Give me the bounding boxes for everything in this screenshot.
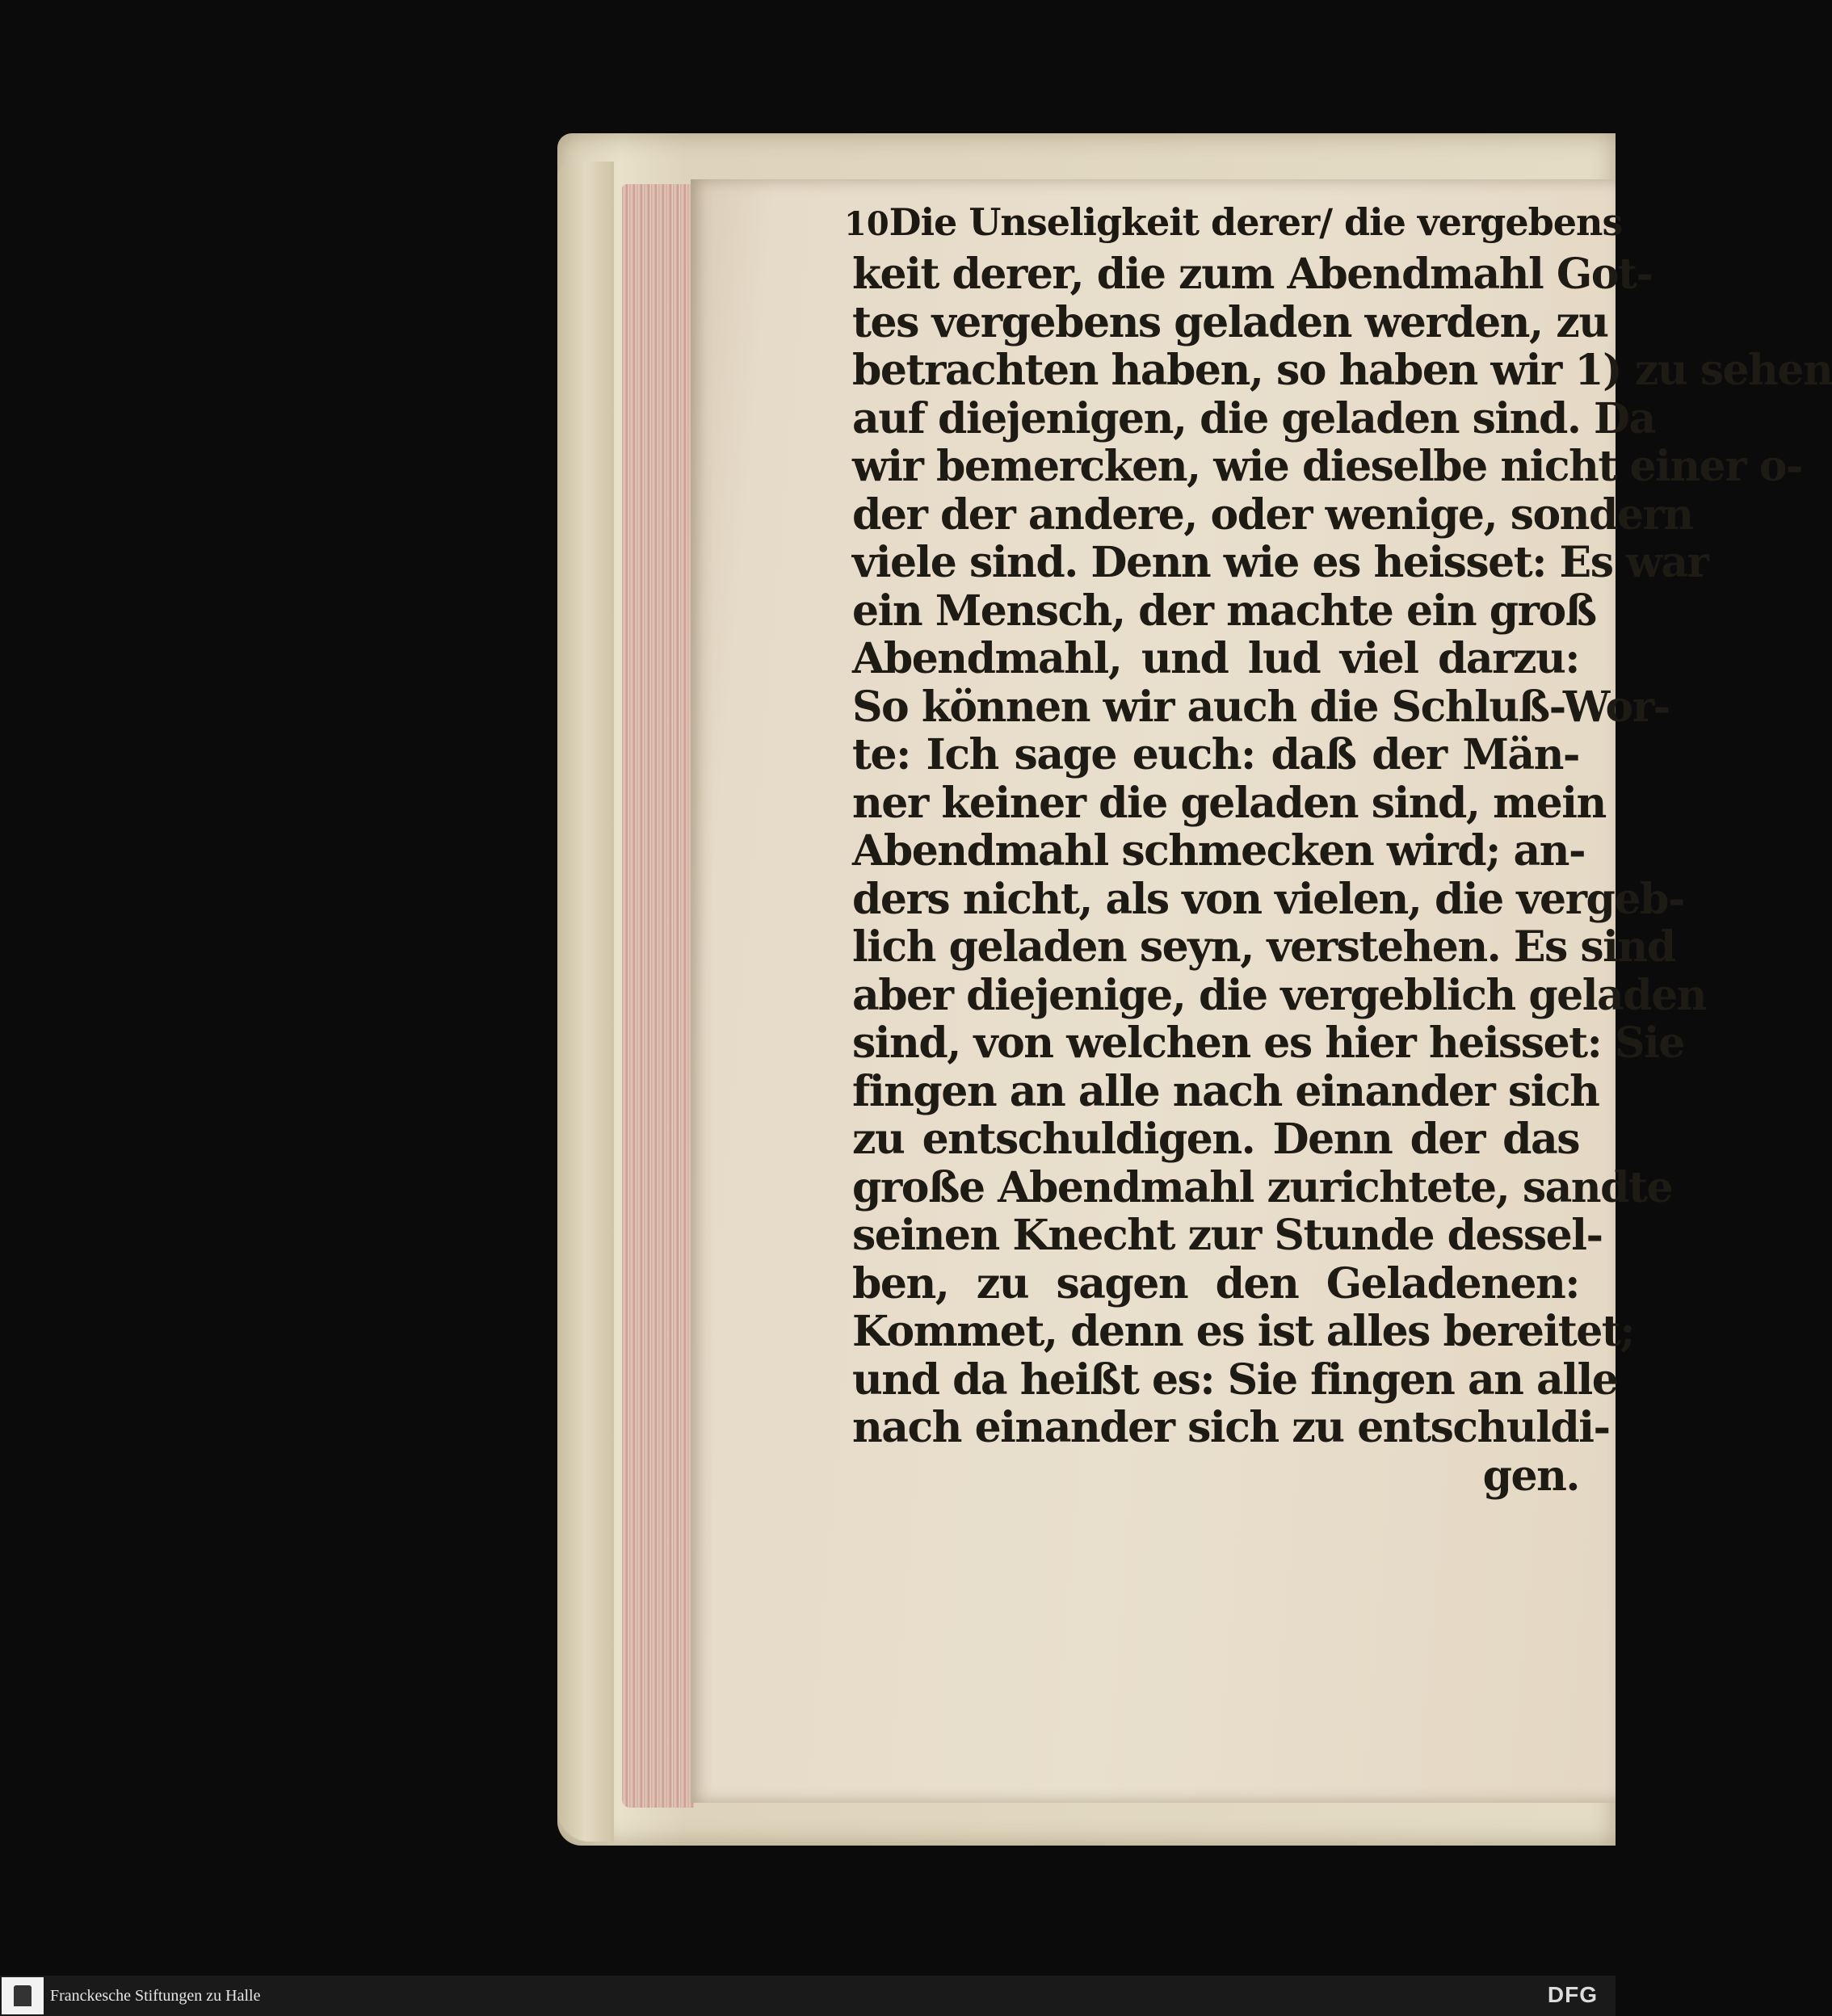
text-line: lich geladen seyn, verstehen. Es sind — [852, 922, 1675, 972]
text-line: sind, von welchen es hier heisset: Sie — [852, 1018, 1684, 1068]
dfg-logo: DFG — [1547, 1982, 1598, 2007]
text-line: ner keiner die geladen sind, mein — [852, 778, 1606, 828]
text-line: ben, zu sagen den Geladenen: — [852, 1258, 1579, 1308]
catchword: gen. — [1482, 1451, 1579, 1501]
text-line: keit derer, die zum Abendmahl Got- — [852, 250, 1653, 299]
institution-label: Franckesche Stiftungen zu Halle — [50, 1986, 261, 2005]
viewer-footer — [0, 1976, 1616, 2016]
text-line: te: Ich sage euch: daß der Män- — [852, 730, 1579, 779]
text-line: große Abendmahl zurichtete, sandte — [852, 1162, 1673, 1212]
book-spine — [557, 162, 614, 1842]
text-line: viele sind. Denn wie es heisset: Es war — [852, 538, 1708, 587]
text-line: ders nicht, als von vielen, die vergeb- — [852, 874, 1684, 924]
text-line: der der andere, oder wenige, sondern — [852, 489, 1693, 540]
text-line: tes vergebens geladen werden, zu — [852, 297, 1608, 347]
show-through-text — [864, 1506, 1494, 1595]
text-line: ein Mensch, der machte ein groß — [852, 586, 1596, 636]
text-line: Abendmahl, und lud viel darzu: — [852, 634, 1579, 683]
text-line: Kommet, denn es ist alles bereitet; — [852, 1307, 1635, 1356]
page-number: 10 — [844, 205, 889, 243]
text-line: zu entschuldigen. Denn der das — [852, 1115, 1579, 1164]
text-line: wir bemercken, wie dieselbe nicht einer o- — [852, 442, 1802, 491]
text-line: nach einander sich zu entschuldi- — [852, 1403, 1610, 1452]
text-line: betrachten haben, so haben wir 1) zu sehen — [852, 346, 1832, 395]
text-line: fingen an alle nach einander sich — [852, 1066, 1599, 1116]
text-line: auf diejenigen, die geladen sind. Da — [852, 393, 1655, 443]
running-head: Die Unseligkeit derer/ die vergebens — [889, 200, 1623, 244]
page-edges — [622, 184, 695, 1808]
text-line: Abendmahl schmecken wird; an- — [852, 826, 1586, 876]
institution-logo-icon — [2, 1977, 44, 2014]
text-line: aber diejenige, die vergeblich geladen — [852, 970, 1706, 1020]
text-line: und da heißt es: Sie fingen an alle — [852, 1354, 1618, 1405]
text-line: So können wir auch die Schluß-Wor- — [852, 682, 1670, 732]
page-header — [844, 200, 1623, 249]
text-line: seinen Knecht zur Stunde dessel- — [852, 1211, 1603, 1260]
body-text — [852, 250, 1832, 1501]
